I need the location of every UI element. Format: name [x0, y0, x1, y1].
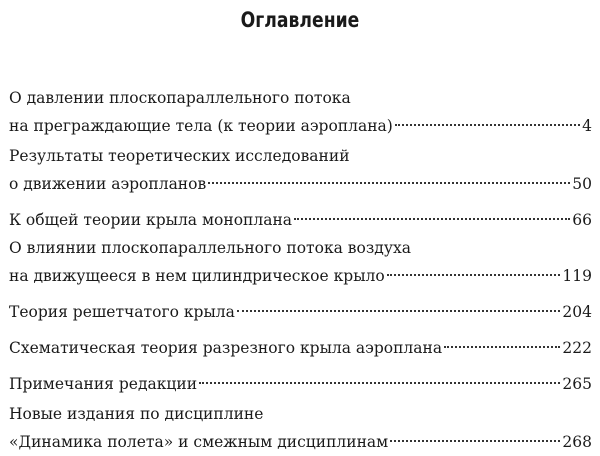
toc-entry[interactable] — [9, 237, 592, 285]
toc-entry-title: Теория решетчатого крыла — [9, 303, 235, 321]
toc-entry[interactable] — [9, 203, 592, 229]
dot-leader — [390, 425, 560, 447]
dot-leader — [395, 109, 580, 131]
toc-entry-page-number: 268 — [562, 433, 592, 451]
toc-entry[interactable] — [9, 367, 592, 393]
toc-entry-title-line-2: о движении аэропланов — [9, 175, 207, 193]
dot-leader — [237, 295, 561, 317]
toc-entry-title: К общей теории крыла моноплана — [9, 211, 293, 229]
toc-entry[interactable] — [9, 331, 592, 357]
toc-entry[interactable] — [9, 403, 592, 451]
toc-entry-page-number: 119 — [562, 267, 592, 285]
dot-leader — [294, 203, 570, 225]
toc-entry-title-line-2: на движущееся в нем цилиндрическое крыло — [9, 267, 385, 285]
toc-entry-title-line-1: О влиянии плоскопараллельного потока воздуха — [9, 239, 411, 257]
dot-leader — [208, 167, 570, 189]
toc-entry-title: Схематическая теория разрезного крыла аэроплана — [9, 339, 443, 357]
toc-entry[interactable] — [9, 145, 592, 193]
toc-entry-title-line-2: «Динамика полета» и смежным дисциплинам — [9, 433, 389, 451]
toc-entry-title-line-1: Результаты теоретических исследований — [9, 147, 350, 165]
dot-leader — [444, 331, 560, 353]
dot-leader — [387, 259, 561, 281]
toc-entry-page-number: 4 — [582, 117, 592, 135]
toc-entry-title-line-1: Новые издания по дисциплине — [9, 405, 264, 423]
toc-entry-title: Примечания редакции — [9, 375, 198, 393]
toc-entry-title-line-2: на преграждающие тела (к теории аэроплана) — [9, 117, 393, 135]
toc-entry-page-number: 204 — [562, 303, 592, 321]
toc-entry-page-number: 66 — [572, 211, 592, 229]
toc-entry[interactable] — [9, 295, 592, 321]
toc-entry-title-line-1: О давлении плоскопараллельного потока — [9, 89, 351, 107]
toc-entry[interactable] — [9, 87, 592, 135]
toc-entry-page-number: 50 — [572, 175, 592, 193]
toc-entry-page-number: 265 — [562, 375, 592, 393]
page-title: Оглавление — [240, 8, 360, 32]
dot-leader — [199, 367, 560, 389]
toc-entry-page-number: 222 — [562, 339, 592, 357]
